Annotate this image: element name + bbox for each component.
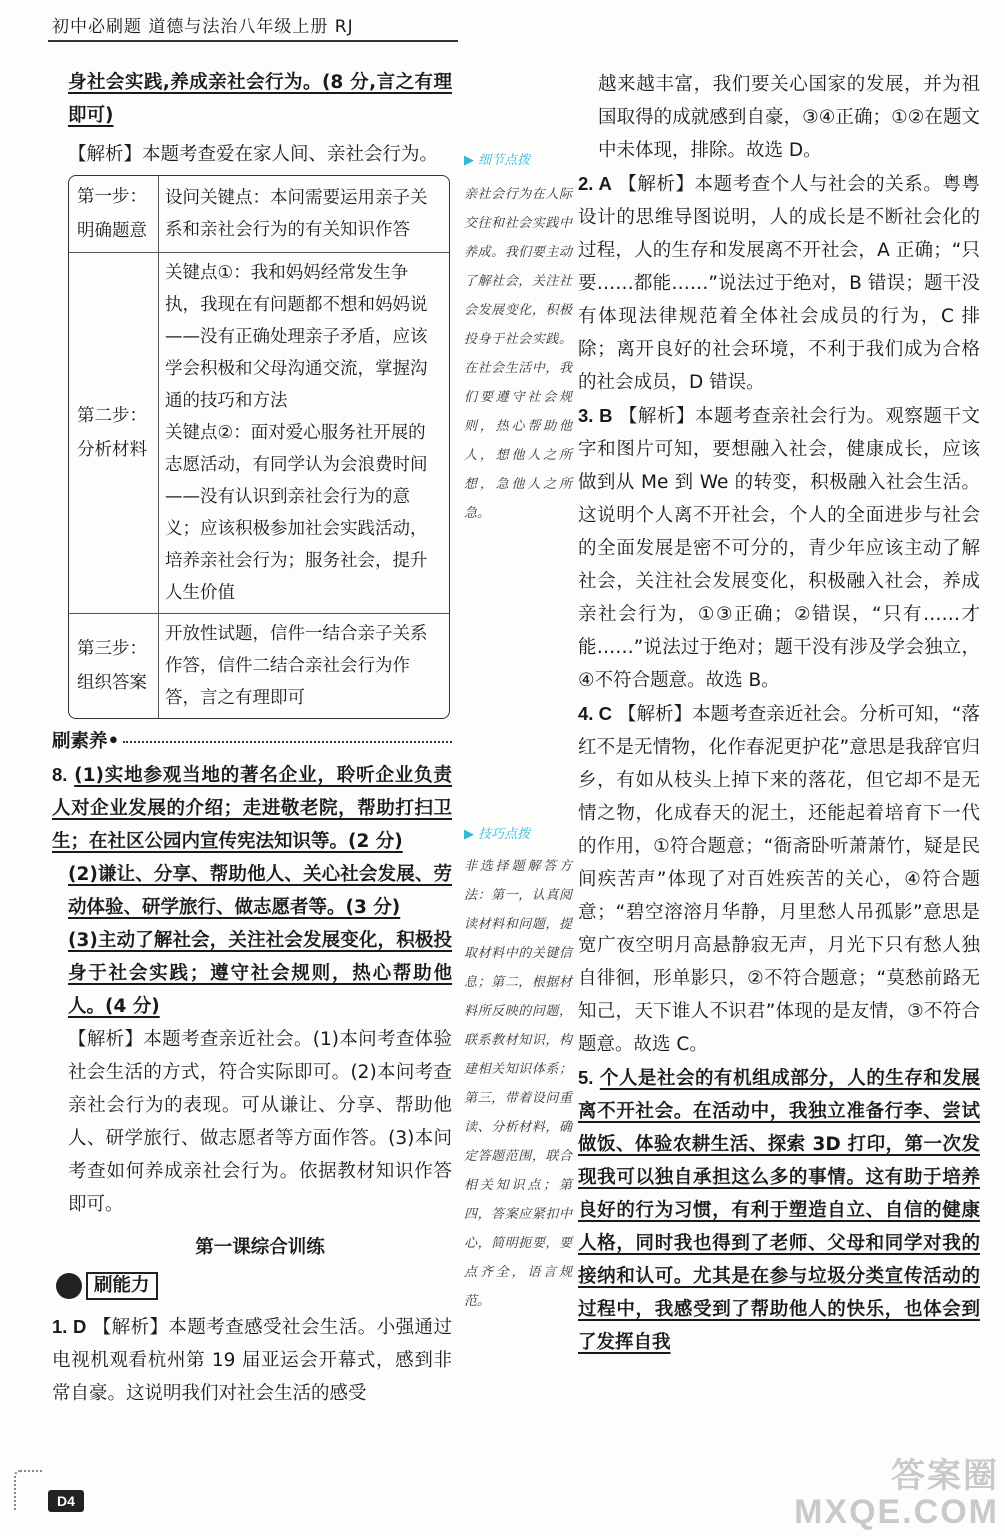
answer7-tail: 身社会实践,养成亲社会行为。(8 分,言之有理即可): [68, 72, 452, 126]
q5-number: 5.: [578, 1067, 594, 1088]
tip1-title: 细节点拨: [478, 153, 531, 168]
q3-answer: [578, 399, 980, 697]
q1-text: 【解析】本题考查感受社会生活。小强通过电视机观看杭州第 19 届亚运会开幕式，感到非常自豪。这说明我们对社会生活的感受: [52, 1317, 452, 1404]
analysis7: 【解析】本题考查爱在家人间、亲社会行为。: [68, 144, 439, 165]
key-point-1: 关键点①：我和妈妈经常发生争执，我现在有问题都不想和妈妈说——没有正确处理亲子矛盾，应该学会积极和父母沟通交流，掌握沟通的技巧和方法: [165, 263, 428, 411]
tips-column: [464, 153, 572, 1309]
tip2-title: 技巧点拨: [478, 827, 531, 842]
left-column: [52, 66, 452, 1410]
tip1-text: 亲社会行为在人际交往和社会实践中养成。我们要主动了解社会，关注社会发展变化，积极投身于社会实践。在社会生活中，我们要遵守社会规则，热心帮助他人，想他人之所想，急他人之所急。: [464, 187, 572, 521]
badge-icon: [56, 1273, 82, 1299]
arrow-icon: ▶: [464, 153, 474, 168]
table-row: [69, 614, 449, 718]
q1-number: 1. D: [52, 1316, 87, 1337]
step-cell: 第二步：分析材料: [69, 253, 159, 614]
content-cell: 设问关键点：本问需要运用亲子关系和亲社会行为的有关知识作答: [159, 176, 449, 253]
q1-answer: [52, 1310, 452, 1410]
q4-answer: [578, 697, 980, 1061]
analysis-table: [68, 175, 450, 719]
q2-number: 2. A: [578, 173, 612, 194]
ability-badge: [56, 1272, 158, 1300]
q8-number: 8.: [52, 764, 68, 785]
q5-text: 个人是社会的有机组成部分，人的生存和发展离不开社会。在活动中，我独立准备行李、尝试做饭、体验农耕生活、探索 3D 打印，第一次发现我可以独自承担这么多的事情。这有助于培养良好的行为习惯，有利于塑造自立、自信的健康人格，同时我也得到了老师、父母和同学对我的接纳和认可。尤其是在参与垃圾分类宣传活动的过程中，我感受到了帮助他人的快乐，也体会到了发挥自我: [578, 1068, 980, 1353]
content-cell: [159, 253, 449, 614]
q5-answer: [578, 1061, 980, 1359]
table-row: [69, 176, 449, 253]
q4-text: 【解析】本题考查亲近社会。分析可知，“落红不是无情物，化作春泥更护花”意思是我辞官归乡，有如从枝头上掉下来的落花，但它却不是无情之物，化成春天的泥土，还能起着培育下一代的作用，①符合题意；“衙斋卧听萧萧竹，疑是民间疾苦声”体现了对百姓疾苦的关心，④符合题意；“碧空溶溶月华静，月里愁人吊孤影”意思是宽广夜空明月高悬静寂无声，月光下只有愁人独自徘徊，形单影只，②不符合题意；“莫愁前路无知己，天下谁人不识君”体现的是友情，③不符合题意。故选 C。: [578, 704, 980, 1055]
q8-analysis: 【解析】本题考查亲近社会。(1)本问考查体验社会生活的方式，符合实际即可。(2)本问考查亲社会行为的表现。可从谦让、分享、帮助他人、研学旅行、做志愿者等方面作答。(3)本问考查如何养成亲社会行为。依据教材知识作答即可。: [68, 1029, 452, 1215]
right-column: [578, 68, 980, 1359]
q1-continued: 越来越丰富，我们要关心国家的发展，并为祖国取得的成就感到自豪，③④正确；①②在题文中未体现，排除。故选 D。: [598, 74, 980, 161]
header-rule: [48, 40, 458, 42]
q8-part1: (1)实地参观当地的著名企业，聆听企业负责人对企业发展的介绍；走进敬老院，帮助打扫卫生；在社区公园内宣传宪法知识等。(2 分): [52, 765, 452, 852]
watermark: 答案圈 MXQE.COM: [794, 1457, 999, 1531]
content-cell: 开放性试题，信件一结合亲子关系作答，信件二结合亲社会行为作答，言之有理即可: [165, 624, 428, 708]
corner-mark: [14, 1470, 42, 1510]
dotted-rule: [123, 741, 452, 743]
step-cell: 第一步：明确题意: [69, 176, 159, 253]
section-label: [52, 725, 452, 758]
page-number: D4: [48, 1490, 84, 1512]
section-label-text: 刷素养•: [52, 731, 120, 752]
q8-part3: (3)主动了解社会，关注社会发展变化，积极投身于社会实践；遵守社会规则，热心帮助他人。(4 分): [68, 930, 452, 1017]
q3-number: 3. B: [578, 405, 613, 426]
q3-text: 【解析】本题考查亲社会行为。观察题干文字和图片可知，要想融入社会，健康成长，应该做到从 Me 到 We 的转变，积极融入社会生活。这说明个人离不开社会，个人的全面进步与社会的全面发展是密不可分的，青少年应该主动了解社会，关注社会发展变化，积极融入社会，养成亲社会行为，①③正确；②错误，“只有……才能……”说法过于绝对；题干没有涉及学会独立，④不符合题意。故选 B。: [578, 406, 980, 691]
q8-answer: [52, 758, 452, 858]
q8-part2: (2)谦让、分享、帮助他人、关心社会发展、劳动体验、研学旅行、做志愿者等。(3 分): [68, 864, 452, 918]
step-cell: 第三步：组织答案: [69, 614, 159, 718]
tip2-text: 非选择题解答方法：第一，认真阅读材料和问题，提取材料中的关键信息；第二，根据材料所反映的问题，联系教材知识，构建相关知识体系；第三，带着设问重读、分析材料，确定答题范围，联合相关知识点；第四，答案应紧扣中心，简明扼要，要点齐全，语言规范。: [464, 859, 572, 1309]
tip2-heading: [464, 820, 530, 849]
tip1-heading: [464, 146, 530, 175]
key-point-2: 关键点②：面对爱心服务社开展的志愿活动，有同学认为会浪费时间——没有认识到亲社会行为的意义；应该积极参加社会实践活动，培养亲社会行为；服务社会，提升人生价值: [165, 423, 428, 603]
q4-number: 4. C: [578, 703, 612, 724]
lesson-title: 第一课综合训练: [195, 1237, 325, 1258]
q2-answer: [578, 167, 980, 399]
badge-label: 刷能力: [86, 1272, 158, 1300]
table-row: [69, 253, 449, 614]
q2-text: 【解析】本题考查个人与社会的关系。粤粤设计的思维导图说明，人的成长是不断社会化的过程，人的生存和发展离不开社会，A 正确；“只要……都能……”说法过于绝对，B 错误；题干没有体现法律规范着全体社会成员的行为，C 排除；离开良好的社会环境，不利于我们成为合格的社会成员，D 错误。: [578, 174, 980, 393]
page-header: 初中必刷题 道德与法治八年级上册 RJ: [52, 17, 354, 37]
arrow-icon: ▶: [464, 827, 474, 842]
